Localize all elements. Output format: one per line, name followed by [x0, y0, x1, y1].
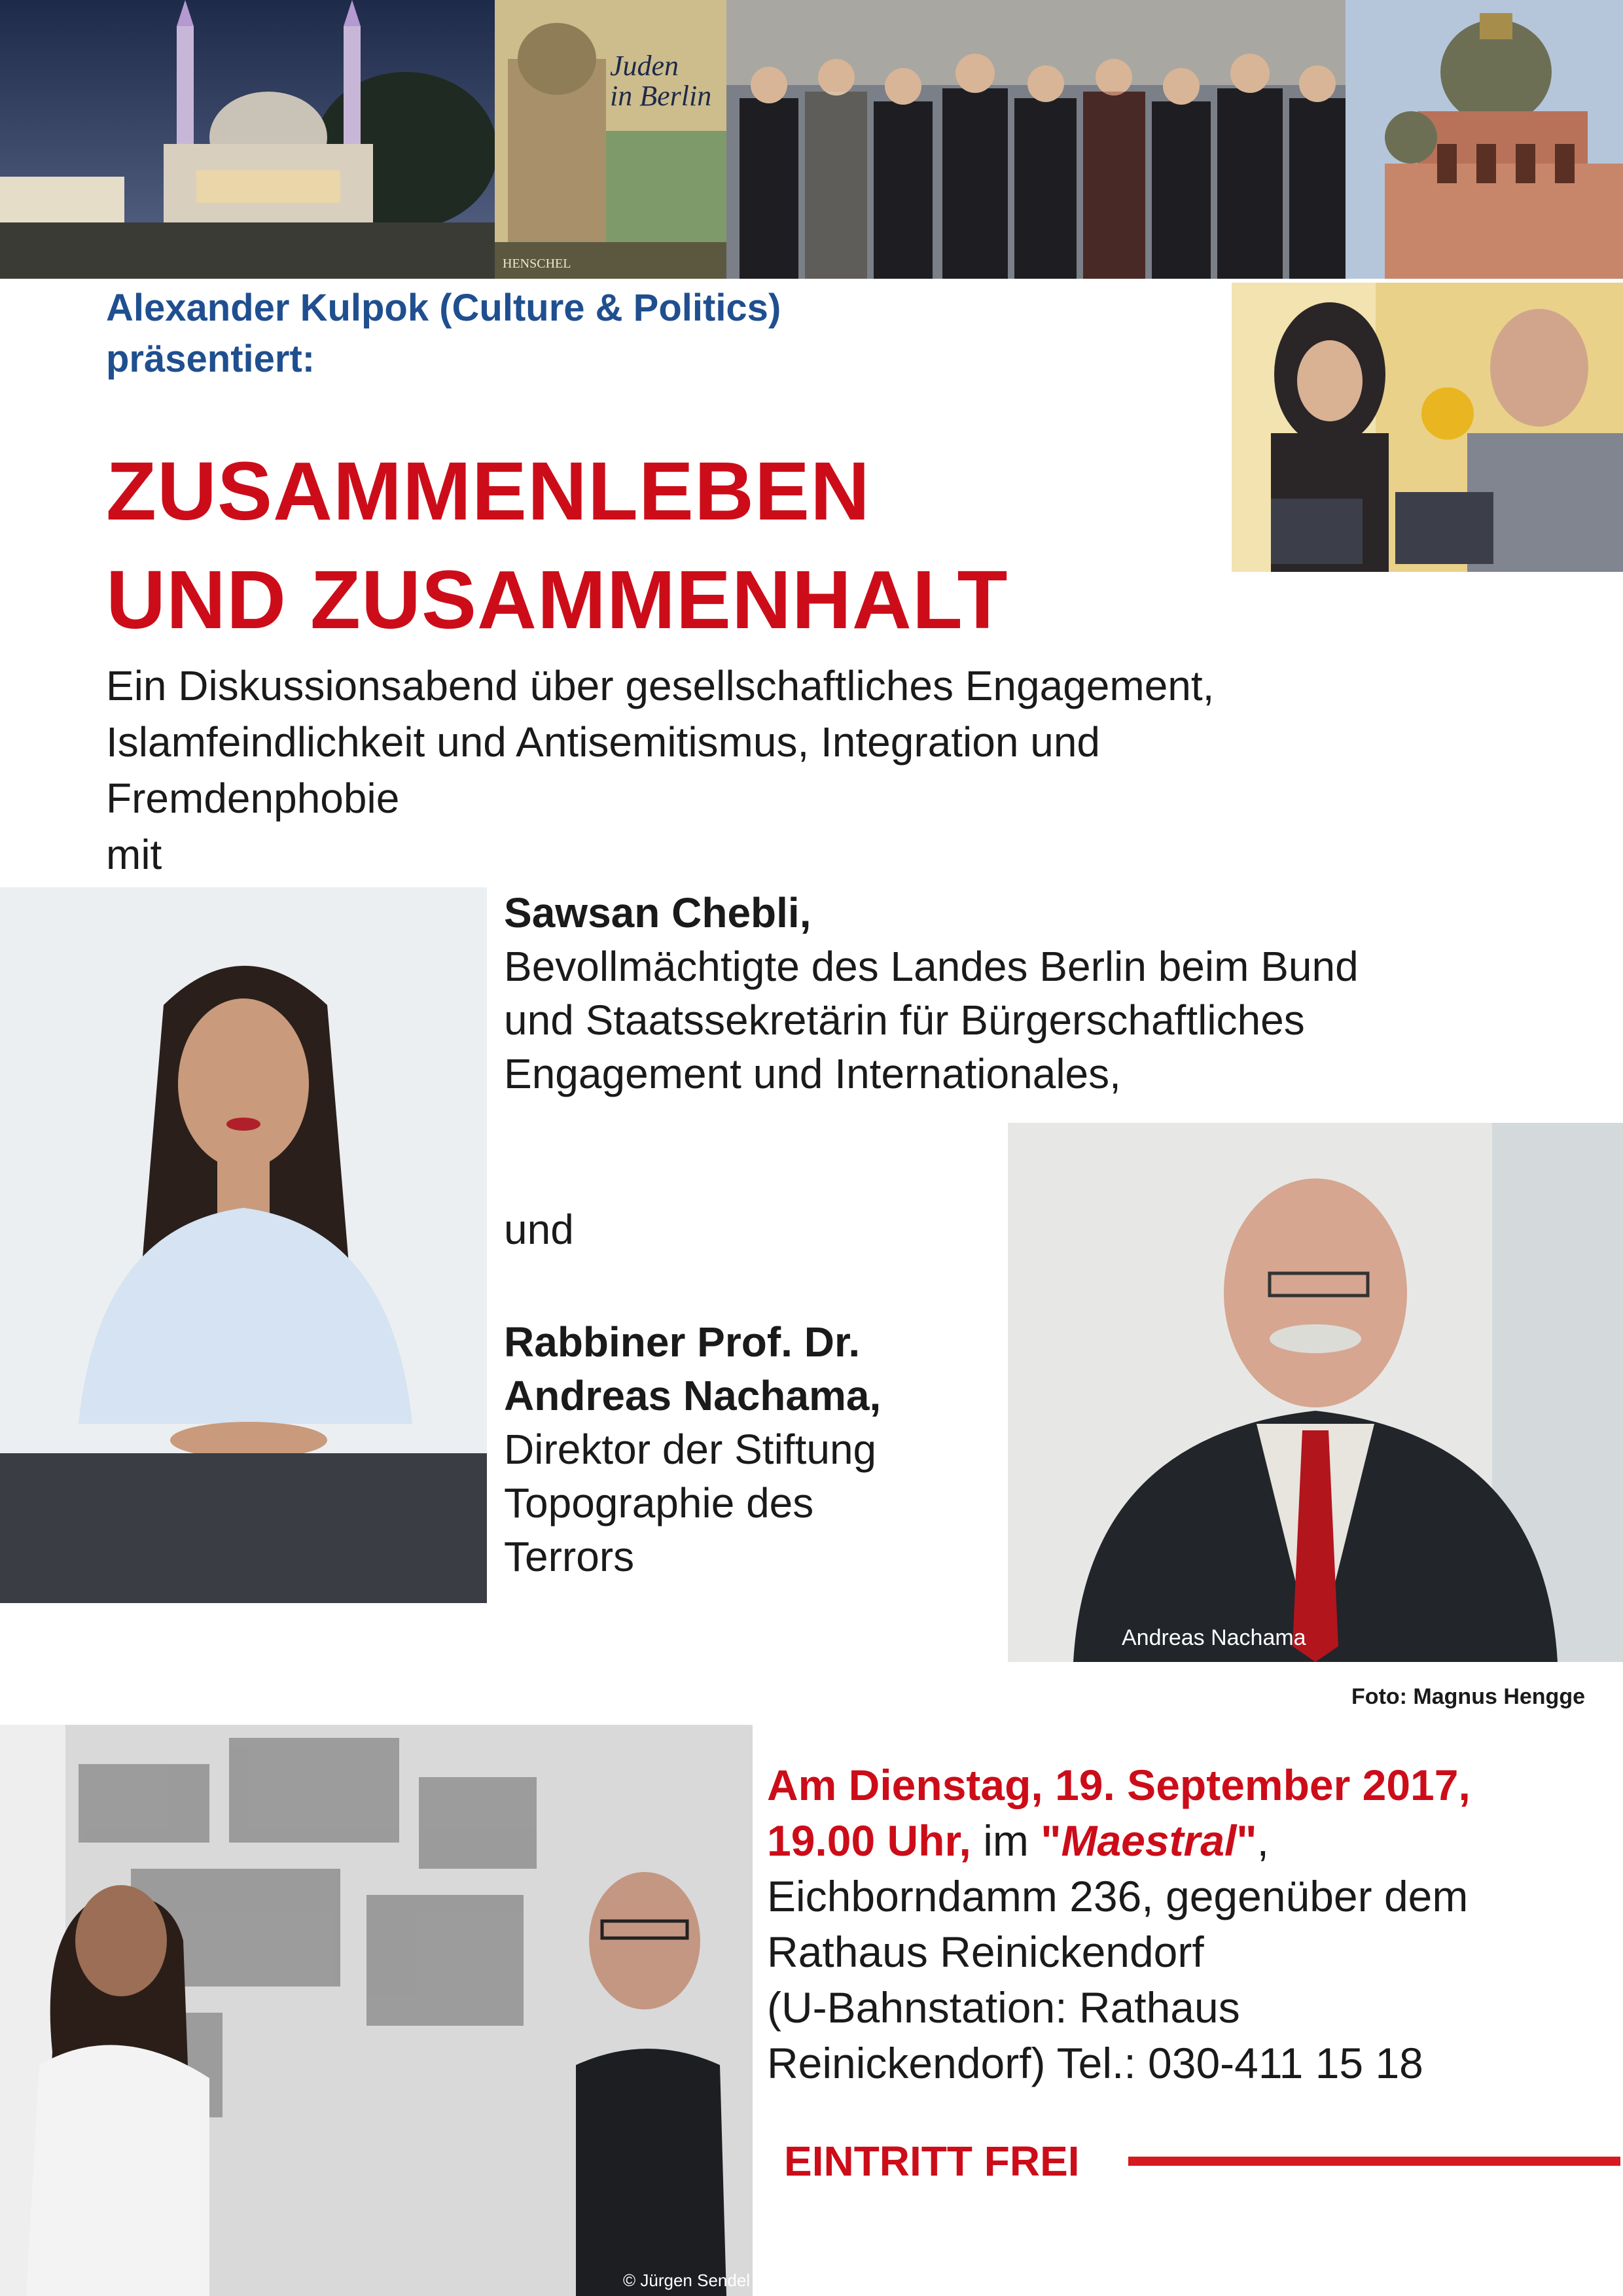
speaker-2-name-line-2: Andreas Nachama,: [504, 1372, 882, 1419]
speaker-2-role-line-1: Direktor der Stiftung: [504, 1426, 877, 1473]
speaker-2: [504, 1315, 881, 1583]
presenter-verb: präsentiert:: [106, 338, 315, 380]
event-date: Am Dienstag, 19. September 2017,: [767, 1761, 1471, 1809]
speaker-2-role-line-2: Topographie des: [504, 1479, 814, 1527]
photo-credit: Foto: Magnus Hengge: [1351, 1684, 1585, 1709]
speaker-1-role-line-3: Engagement und Internationales,: [504, 1050, 1121, 1097]
event-title: [106, 437, 1008, 654]
presenter-name: Alexander Kulpok (Culture & Politics): [106, 287, 781, 329]
event-address-line-4: Reinickendorf) Tel.: 030-411 15 18: [767, 2039, 1423, 2087]
event-address-line-1: Eichborndamm 236, gegenüber dem: [767, 1872, 1469, 1920]
chebli-portrait: [0, 887, 487, 1603]
speaker-1-name: Sawsan Chebli,: [504, 889, 812, 936]
event-address-line-2: Rathaus Reinickendorf: [767, 1928, 1204, 1976]
chebli-nachama-conversation-photo: [0, 1725, 753, 2296]
speaker-2-role-line-3: Terrors: [504, 1533, 635, 1580]
presenter: [106, 283, 781, 385]
synagogue-photo: [1346, 0, 1623, 279]
nachama-caption: Andreas Nachama: [1122, 1625, 1306, 1650]
speaker-1-role-line-1: Bevollmächtigte des Landes Berlin beim Bund: [504, 943, 1359, 990]
event-details: [767, 1757, 1471, 2091]
title-line-1: ZUSAMMENLEBEN: [106, 445, 870, 537]
book-title: Juden in Berlin: [610, 50, 712, 112]
speaker-1: [504, 886, 1359, 1101]
event-address-line-3: (U-Bahnstation: Rathaus: [767, 1983, 1240, 2032]
event-time-venue: 19.00 Uhr, im "Maestral",: [767, 1816, 1269, 1865]
event-time: 19.00 Uhr,: [767, 1816, 971, 1865]
book-cover-photo: [495, 0, 726, 279]
connector-and: und: [504, 1206, 574, 1253]
chebli-nachama-photo: [1232, 283, 1623, 572]
event-venue: Maestral: [1061, 1816, 1237, 1865]
speaker-2-name-line-1: Rabbiner Prof. Dr.: [504, 1318, 861, 1366]
interfaith-crowd-photo: [726, 0, 1346, 279]
mosque-photo: [0, 0, 495, 279]
admission-free: EINTRITT FREI: [784, 2138, 1080, 2185]
title-line-2: UND ZUSAMMENHALT: [106, 554, 1008, 646]
nachama-portrait: [1008, 1123, 1623, 1662]
book-publisher: HENSCHEL: [503, 256, 571, 271]
bottom-photo-caption: © Jürgen Sendel: [623, 2270, 751, 2290]
admission-rule: [1128, 2157, 1620, 2166]
intro-text: Ein Diskussionsabend über gesellschaftliches Engagement, Islamfeindlichkeit und Antisemitismus, Integration und Fremdenphobie mit: [106, 662, 1215, 878]
speaker-1-role-line-2: und Staatssekretärin für Bürgerschaftliches: [504, 997, 1305, 1044]
